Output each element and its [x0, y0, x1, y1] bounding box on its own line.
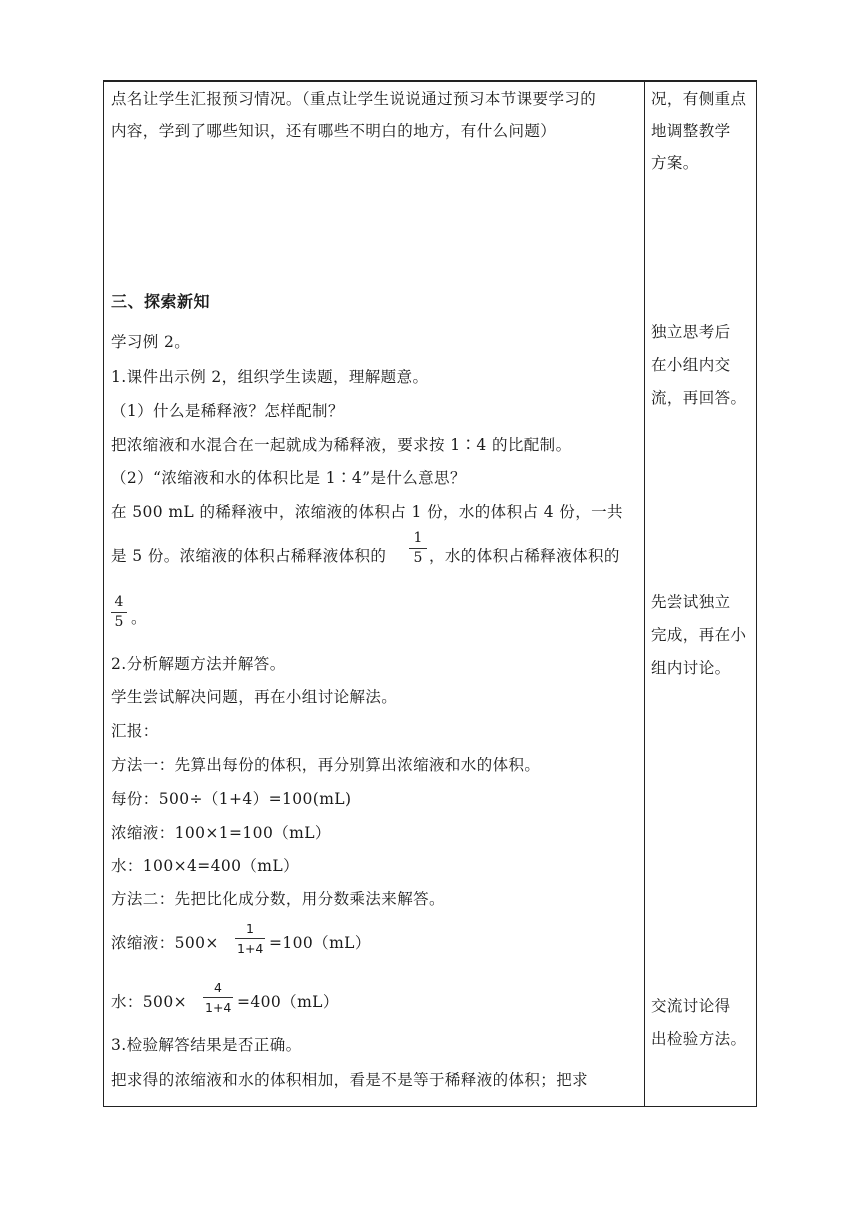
side-note-line: 方案。 — [651, 154, 699, 172]
side-note-line: 先尝试独立 — [651, 593, 731, 611]
text-line: （1）什么是稀释液？怎样配制？ — [111, 402, 344, 420]
text-line: 每份：500÷（1+4）=100(mL) — [111, 790, 352, 808]
text-line: 是 5 份。浓缩液的体积占稀释液体积的 — [111, 547, 387, 565]
text-line: 把浓缩液和水混合在一起就成为稀释液，要求按 1∶4 的比配制。 — [111, 436, 572, 454]
fraction-one-fifth: 1 5 — [409, 530, 427, 567]
text-line: （2）“浓缩液和水的体积比是 1∶4”是什么意思？ — [111, 469, 466, 487]
side-note-line: 地调整教学 — [651, 122, 731, 140]
fraction-one-over-five: 1 1+4 — [237, 921, 264, 956]
text-line: 学生尝试解决问题，再在小组讨论解法。 — [111, 688, 398, 706]
text-line: 学习例 2。 — [111, 333, 191, 351]
text-line: 1.课件出示例 2，组织学生读题，理解题意。 — [111, 368, 429, 386]
side-note-line: 独立思考后 — [651, 323, 731, 341]
lesson-plan-table — [103, 80, 757, 1107]
column-divider — [644, 82, 645, 1106]
text-line: 水：500× — [111, 993, 187, 1011]
text-line: ，水的体积占稀释液体积的 — [429, 547, 620, 565]
text-line: 汇报： — [111, 722, 159, 740]
text-line: =400（mL） — [237, 993, 339, 1011]
side-note-line: 况，有侧重点 — [651, 90, 747, 108]
fraction-four-over-five: 4 1+4 — [205, 980, 232, 1015]
text-line: 浓缩液：100×1=100（mL） — [111, 824, 331, 842]
side-note-line: 流，再回答。 — [651, 389, 747, 407]
text-line: 方法一：先算出每份的体积，再分别算出浓缩液和水的体积。 — [111, 756, 541, 774]
side-note-line: 在小组内交 — [651, 356, 731, 374]
text-line: 把求得的浓缩液和水的体积相加，看是不是等于稀释液的体积；把求 — [111, 1071, 589, 1089]
text-line: 方法二：先把比化成分数，用分数乘法来解答。 — [111, 890, 445, 908]
side-note-line: 出检验方法。 — [651, 1030, 747, 1048]
intro-line-2: 内容，学到了哪些知识，还有哪些不明白的地方，有什么问题） — [111, 122, 557, 140]
text-line: 在 500 mL 的稀释液中，浓缩液的体积占 1 份，水的体积占 4 份，一共 — [111, 503, 623, 521]
fraction-four-fifths: 4 5 — [111, 594, 127, 631]
side-note-line: 组内讨论。 — [651, 659, 731, 677]
text-line: 。 — [131, 609, 147, 627]
text-line: =100（mL） — [269, 934, 371, 952]
text-line: 2.分析解题方法并解答。 — [111, 655, 286, 673]
side-note-line: 完成，再在小 — [651, 626, 747, 644]
text-line: 水：100×4=400（mL） — [111, 857, 299, 875]
intro-line-1: 点名让学生汇报预习情况。（重点让学生说说通过预习本节课要学习的 — [111, 90, 597, 108]
side-note-line: 交流讨论得 — [651, 997, 731, 1015]
text-line: 3.检验解答结果是否正确。 — [111, 1036, 302, 1054]
section-title: 三、探索新知 — [111, 292, 211, 311]
text-line: 浓缩液：500× — [111, 934, 219, 952]
